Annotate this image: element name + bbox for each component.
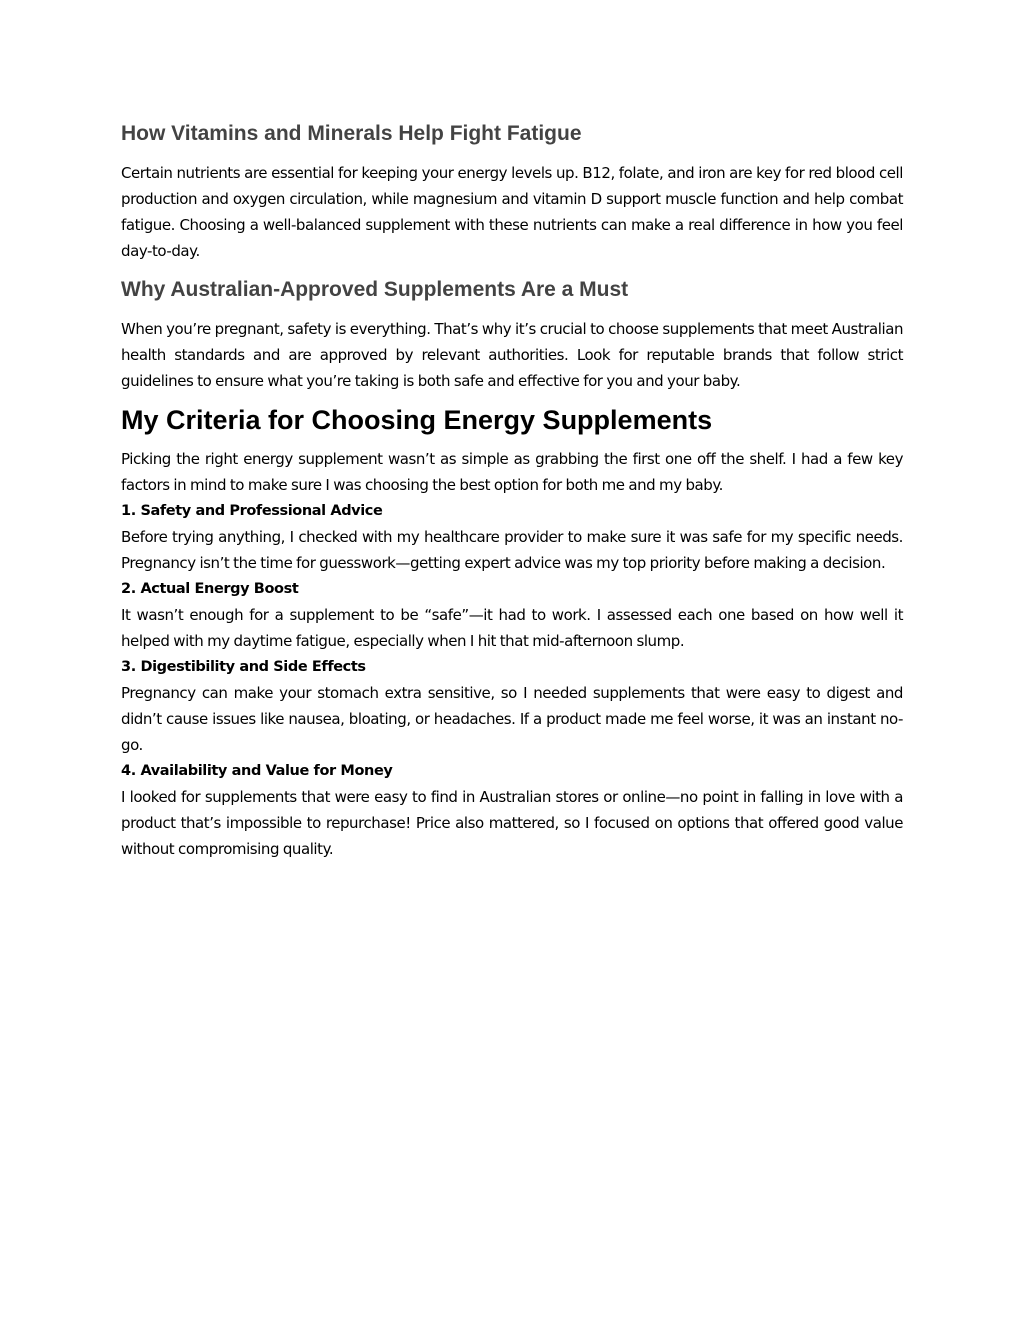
criterion-title-availability: 4. Availability and Value for Money — [121, 763, 393, 779]
section-heading-criteria: My Criteria for Choosing Energy Supplements — [121, 405, 713, 435]
criterion-title-energy: 2. Actual Energy Boost — [121, 581, 299, 597]
criterion-title-digestibility: 3. Digestibility and Side Effects — [121, 659, 366, 675]
paragraph-vitamins: Certain nutrients are essential for keeping your energy levels up. B12, folate, and iron are key for red blood cell production and oxygen circulation, while magnesium and vitamin D support muscle function and help combat fatigue. Choosing a well-balanced supplement with these nutrients can make a real difference in how you feel day-to-day. — [121, 164, 903, 260]
criterion-body-safety: Before trying anything, I checked with my healthcare provider to make sure it was safe for my specific needs. Pregnancy isn’t the time for guesswork—getting expert advice was my top priority before making a decision. — [121, 528, 903, 572]
paragraph-australian: When you’re pregnant, safety is everything. That’s why it’s crucial to choose supplements that meet Australian health standards and are approved by relevant authorities. Look for reputable brands that follow strict guidelines to ensure what you’re taking is both safe and effective for you and your baby. — [121, 320, 903, 390]
section-heading-australian: Why Australian-Approved Supplements Are a Must — [121, 278, 629, 301]
paragraph-criteria-intro: Picking the right energy supplement wasn’t as simple as grabbing the first one off the shelf. I had a few key factors in mind to make sure I was choosing the best option for both me and my baby. — [121, 450, 903, 494]
criterion-body-digestibility: Pregnancy can make your stomach extra sensitive, so I needed supplements that were easy to digest and didn’t cause issues like nausea, bloating, or headaches. If a product made me feel worse, it was an instant no-go. — [121, 684, 903, 754]
document-page — [121, 108, 903, 862]
criterion-body-energy: It wasn’t enough for a supplement to be “safe”—it had to work. I assessed each one based on how well it helped with my daytime fatigue, especially when I hit that mid-afternoon slump. — [121, 606, 903, 650]
criterion-title-safety: 1. Safety and Professional Advice — [121, 503, 383, 519]
criterion-body-availability: I looked for supplements that were easy to find in Australian stores or online—no point in falling in love with a product that’s impossible to repurchase! Price also mattered, so I focused on options that offered good value without compromising quality. — [121, 788, 903, 858]
section-heading-vitamins: How Vitamins and Minerals Help Fight Fatigue — [121, 122, 582, 145]
